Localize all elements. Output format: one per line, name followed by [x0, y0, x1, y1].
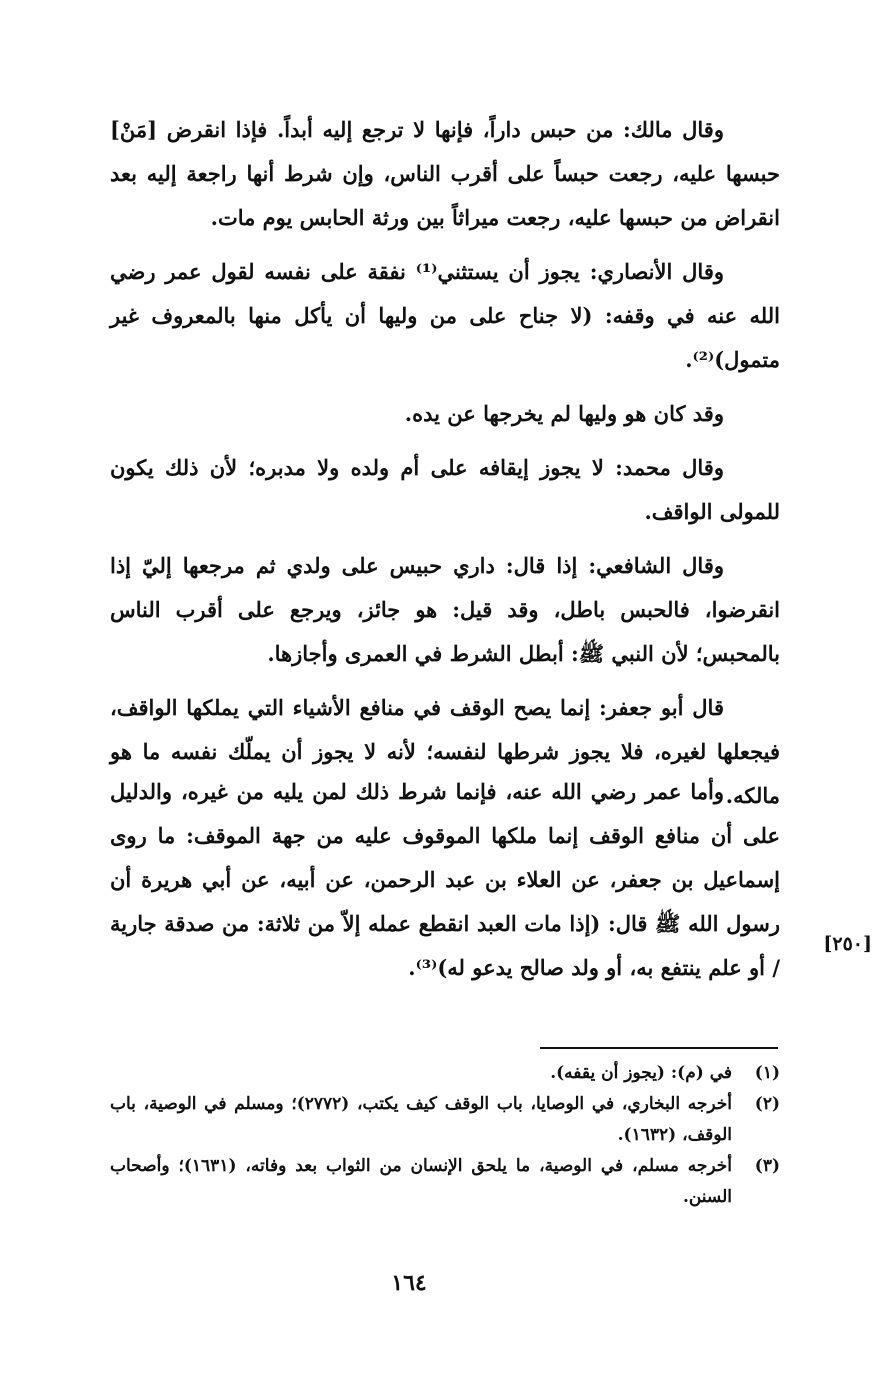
footnote-number: (٣) [754, 1156, 780, 1176]
paragraph-abu-jafar: قال أبو جعفر: إنما يصح الوقف في منافع الأشياء التي يملكها الواقف، فيجعلها لغيره، فلا يجوز شرطها لنفسه؛ لأنه لا يجوز أن يملّك نفسه ما هو مالكه. [110, 695, 780, 808]
footnote-text: أخرجه مسلم، في الوصية، ما يلحق الإنسان من الثواب بعد وفاته، (١٦٣١)؛ وأصحاب السنن. [110, 1156, 732, 1207]
footnote-item [110, 1058, 780, 1089]
paragraph-muhammad: وقال محمد: لا يجوز إيقافه على أم ولده ولا مدبره؛ لأن ذلك يكون للمولى الواقف. [110, 455, 780, 524]
page-number: ١٦٤ [391, 1270, 427, 1296]
main-text-bottom [110, 770, 780, 990]
footnote-item [110, 1151, 780, 1213]
paragraph-ansari: وقال الأنصاري: يجوز أن يستثني⁽¹⁾ نفقة على نفسه لقول عمر رضي الله عنه في وقفه: (لا جناح على من وليها أن يأكل منها بالمعروف غير متمول)⁽²⁾. [110, 259, 780, 372]
footnote-item [110, 1089, 780, 1151]
footnote-number: (٢) [754, 1094, 780, 1114]
main-text-top [110, 108, 780, 818]
paragraph-wali: وقد كان هو وليها لم يخرجها عن يده. [404, 401, 724, 426]
footnotes [110, 1058, 780, 1213]
paragraph-malik: وقال مالك: من حبس داراً، فإنها لا ترجع إليه أبداً. فإذا انقرض [مَنْ] حبسها عليه، رجعت حبساً على أقرب الناس، وإن شرط أنها راجعة إليه بعد انقراض من حبسها عليه، رجعت ميراثاً بين ورثة الحابس يوم مات. [110, 117, 780, 230]
footnote-text: في (م): (يجوز أن يقفه). [550, 1063, 732, 1083]
footnote-text: أخرجه البخاري، في الوصايا، باب الوقف كيف يكتب، (٢٧٧٢)؛ ومسلم في الوصية، باب الوقف، (١٦٣٢). [110, 1094, 732, 1145]
paragraph-shafii: وقال الشافعي: إذا قال: داري حبيس على ولدي ثم مرجعها إليّ إذا انقرضوا، فالحبس باطل، وقد قيل: هو جائز، ويرجع على أقرب الناس بالمحبس؛ لأن النبي ﷺ: أبطل الشرط في العمرى وأجازها. [110, 553, 780, 666]
manuscript-folio-marker: [٢٥٠] [823, 933, 872, 955]
paragraph-umar: وأما عمر رضي الله عنه، فإنما شرط ذلك لمن يليه من غيره، والدليل على أن منافع الوقف إنما ملكها الموقوف عليه من جهة الموقف: ما روى إسماعيل بن جعفر، عن العلاء بن عبد الرحمن، عن أبيه، عن أبي هريرة أن رسول الله ﷺ قال: (إذا مات العبد انقطع عمله إلاّ من ثلاثة: من صدقة جارية / أو علم ينتفع به، أو ولد صالح يدعو له)⁽³⁾. [110, 779, 780, 980]
footnote-divider [540, 1047, 778, 1049]
footnote-number: (١) [754, 1063, 780, 1083]
